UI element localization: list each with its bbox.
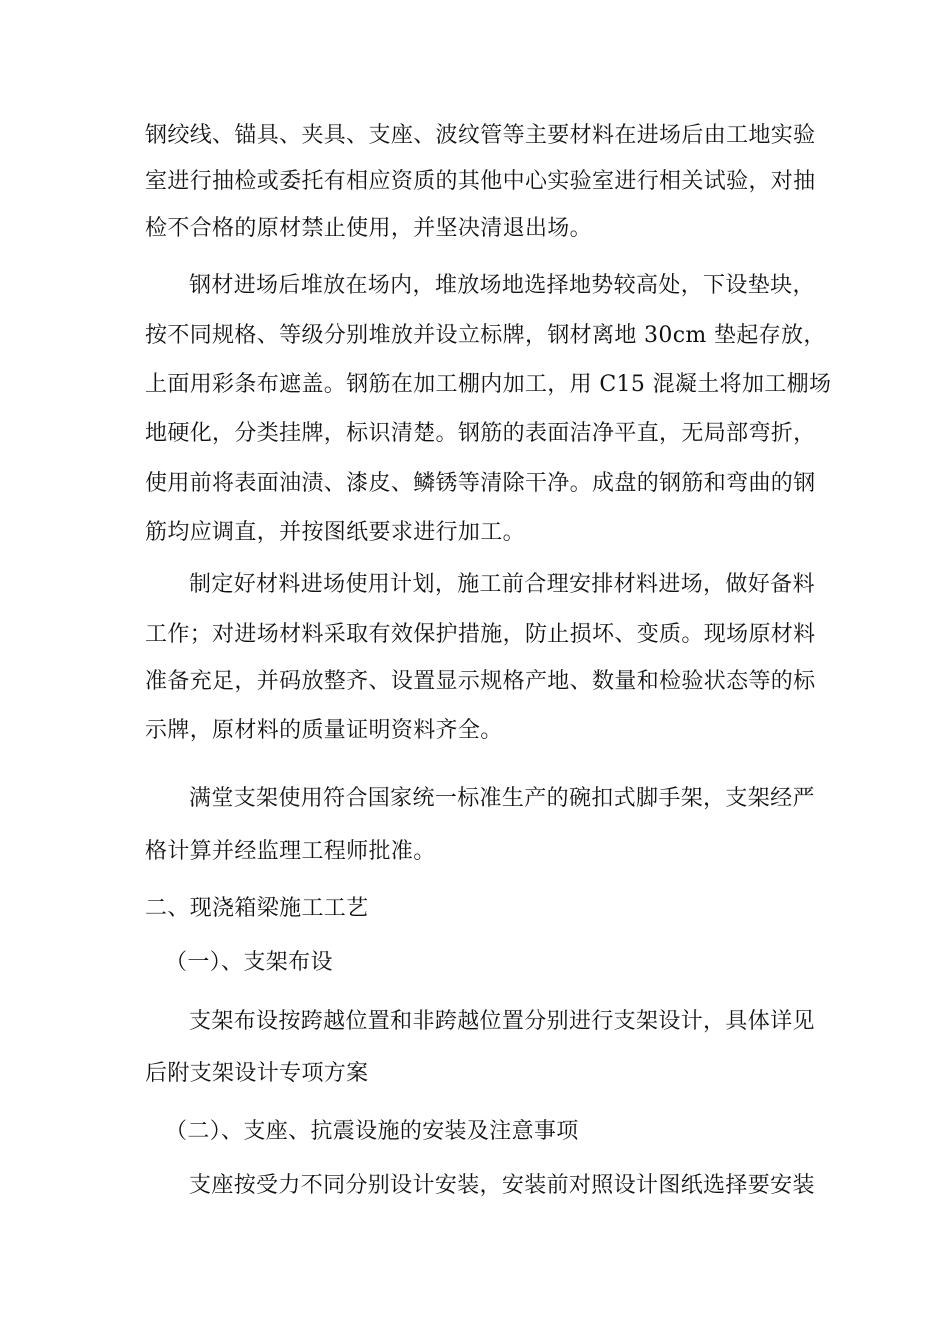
paragraph-1-line-1: 钢绞线、锚具、夹具、支座、波纹管等主要材料在进场后由工地实验	[145, 123, 816, 148]
paragraph-2-line-2: 按不同规格、等级分别堆放并设立标牌，钢材离地 30cm 垫起存放，	[145, 323, 826, 348]
paragraph-5-line-2: 后附支架设计专项方案	[145, 1061, 369, 1086]
section-heading: 二、现浇箱梁施工工艺	[145, 896, 369, 921]
paragraph-2-line-4: 地硬化，分类挂牌，标识清楚。钢筋的表面洁净平直，无局部弯折，	[145, 421, 816, 446]
paragraph-3-line-1: 制定好材料进场使用计划，施工前合理安排材料进场，做好备料	[189, 572, 815, 597]
paragraph-1-line-3: 检不合格的原材禁止使用，并坚决清退出场。	[145, 216, 593, 241]
paragraph-2-line-6: 筋均应调直，并按图纸要求进行加工。	[145, 520, 525, 545]
paragraph-4-line-2: 格计算并经监理工程师批准。	[145, 839, 436, 864]
paragraph-3-line-4: 示牌，原材料的质量证明资料齐全。	[145, 718, 503, 743]
subsection-1-heading: （一）、支架布设	[165, 950, 333, 975]
subsection-2-heading: （二）、支座、抗震设施的安装及注意事项	[165, 1119, 579, 1144]
paragraph-5-line-1: 支架布设按跨越位置和非跨越位置分别进行支架设计，具体详见	[189, 1009, 815, 1034]
paragraph-2-line-3: 上面用彩条布遮盖。钢筋在加工棚内加工，用 C15 混凝土将加工棚场	[145, 372, 832, 397]
paragraph-3-line-2: 工作；对进场材料采取有效保护措施，防止损坏、变质。现场原材料	[145, 622, 816, 647]
paragraph-1-line-2: 室进行抽检或委托有相应资质的其他中心实验室进行相关试验，对抽	[145, 169, 816, 194]
paragraph-2-line-5: 使用前将表面油渍、漆皮、鳞锈等清除干净。成盘的钢筋和弯曲的钢	[145, 471, 816, 496]
paragraph-6-line-1: 支座按受力不同分别设计安装，安装前对照设计图纸选择要安装	[189, 1173, 815, 1198]
paragraph-4-line-1: 满堂支架使用符合国家统一标准生产的碗扣式脚手架，支架经严	[189, 786, 815, 811]
paragraph-3-line-3: 准备充足，并码放整齐、设置显示规格产地、数量和检验状态等的标	[145, 669, 816, 694]
paragraph-2-line-1: 钢材进场后堆放在场内，堆放场地选择地势较高处，下设垫块，	[189, 273, 815, 298]
